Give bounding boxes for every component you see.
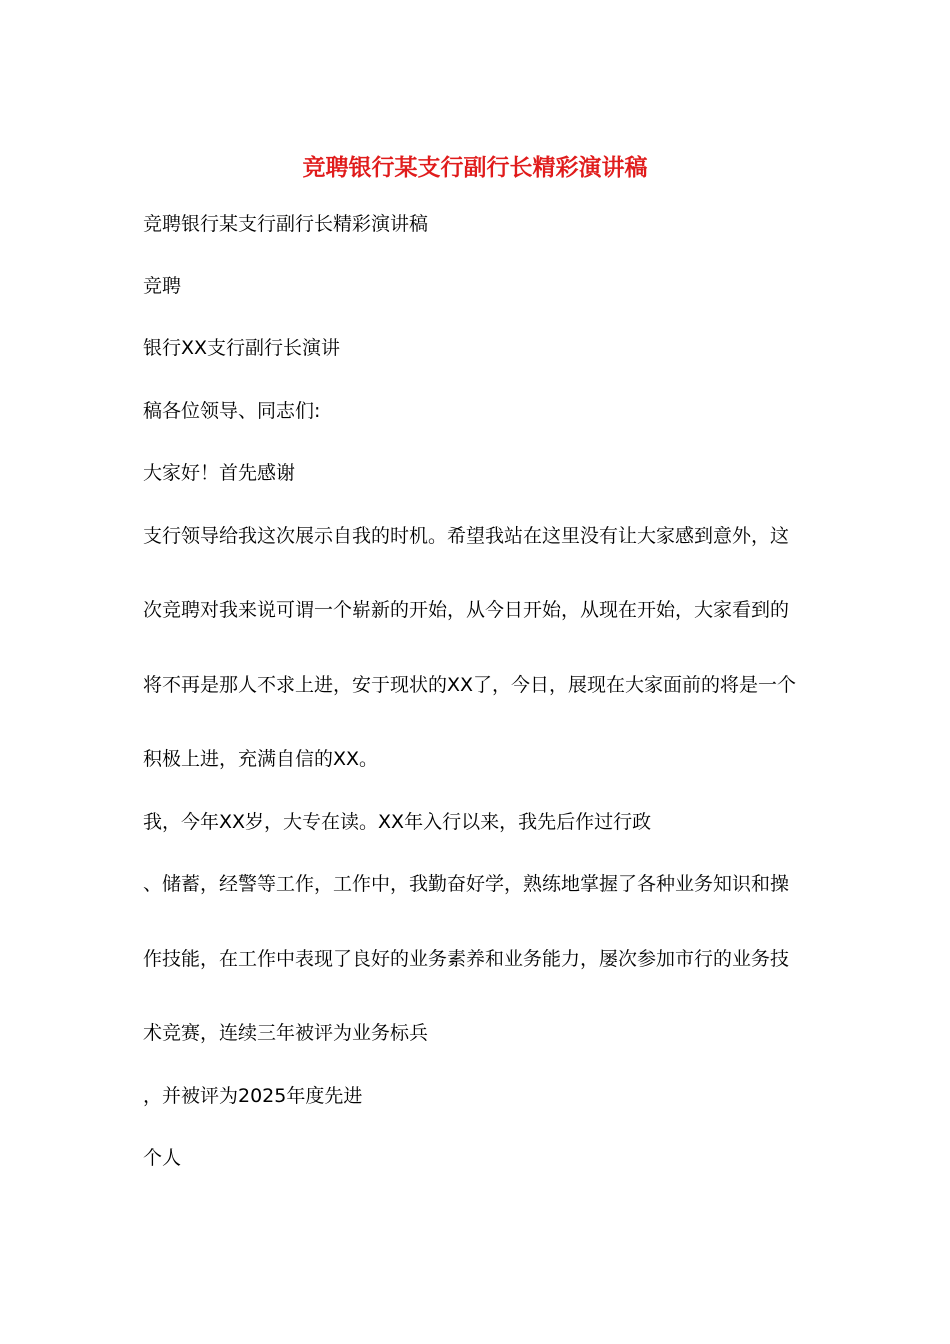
document-title: 竞聘银行某支行副行长精彩演讲稿 — [302, 155, 648, 181]
paragraph-line: 将不再是那人不求上进，安于现状的XX了，今日，展现在大家面前的将是一个 — [143, 674, 797, 696]
paragraph-line: 、储蓄，经警等工作，工作中，我勤奋好学，熟练地掌握了各种业务知识和操 — [143, 873, 790, 895]
paragraph-line: 稿各位领导、同志们: — [143, 400, 321, 422]
paragraph-line: 作技能，在工作中表现了良好的业务素养和业务能力，屡次参加市行的业务技 — [143, 948, 790, 970]
paragraph-line: 术竞赛，连续三年被评为业务标兵 — [143, 1022, 429, 1044]
paragraph-line: 竞聘 — [143, 275, 182, 297]
paragraph-line: 竞聘银行某支行副行长精彩演讲稿 — [143, 213, 429, 235]
paragraph-line: 银行XX支行副行长演讲 — [143, 337, 341, 359]
paragraph-line: 我，今年XX岁，大专在读。XX年入行以来，我先后作过行政 — [143, 811, 652, 833]
paragraph-line: 次竞聘对我来说可谓一个崭新的开始，从今日开始，从现在开始，大家看到的 — [143, 599, 790, 621]
paragraph-line: 大家好！首先感谢 — [143, 462, 296, 484]
paragraph-line: 个人 — [143, 1147, 182, 1169]
paragraph-line: ，并被评为2025年度先进 — [143, 1085, 363, 1107]
paragraph-line: 积极上进，充满自信的XX。 — [143, 748, 379, 770]
paragraph-line: 支行领导给我这次展示自我的时机。希望我站在这里没有让大家感到意外，这 — [143, 525, 790, 547]
